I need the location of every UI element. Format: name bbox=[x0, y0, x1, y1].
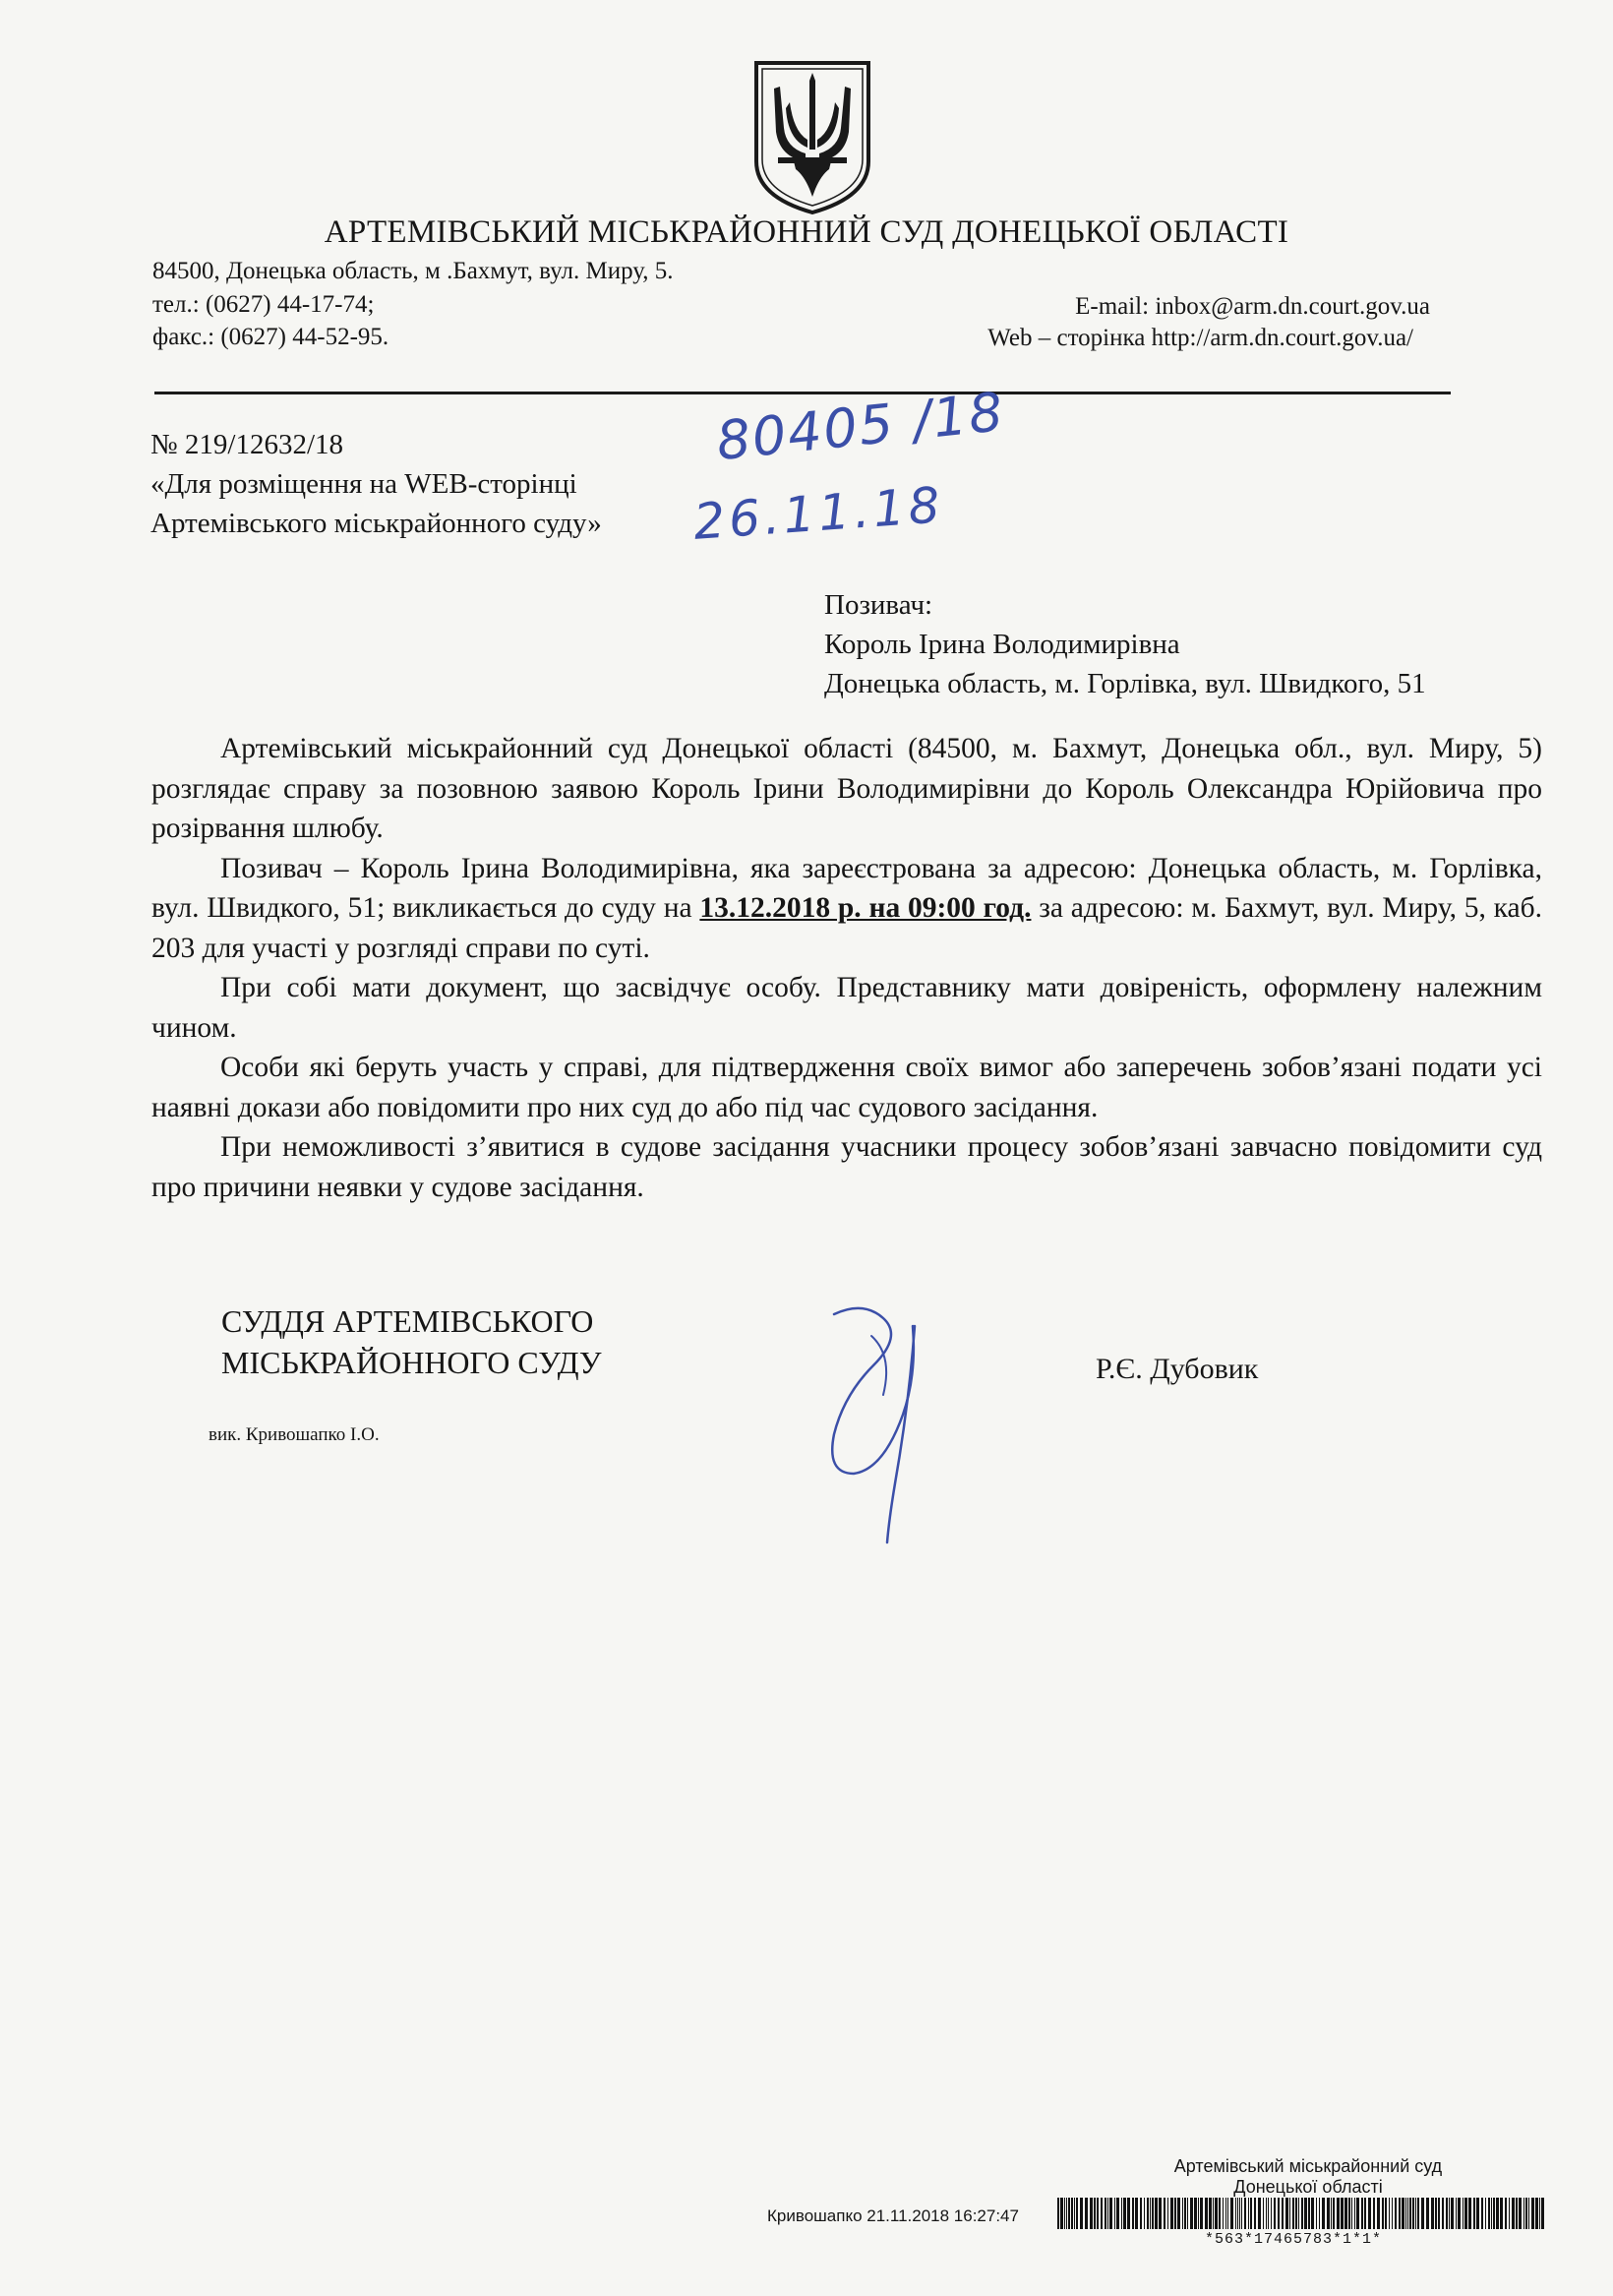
court-email: E-mail: inbox@arm.dn.court.gov.ua bbox=[1075, 293, 1430, 320]
plaintiff-label: Позивач: bbox=[824, 589, 933, 621]
header-divider bbox=[154, 392, 1451, 394]
paragraph-summons bbox=[151, 849, 1542, 969]
paragraph-evidence: Особи які беруть участь у справі, для підтвердження своїх вимог або заперечень зобов’язані подати усі наявні докази або повідомити про них суд до або під час судового засідання. bbox=[151, 1052, 1542, 1123]
summons-body bbox=[151, 729, 1542, 1207]
paragraph-absence: При неможливості з’явитися в судове засідання учасники процесу зобов’язані завчасно повідомити суд про причини неявки у судове засідання. bbox=[151, 1131, 1542, 1203]
summons-text-after: за адресою: м. Бахмут, вул. Миру, 5, каб. 203 для участі у розгляді справи по суті. bbox=[151, 892, 1542, 964]
judge-title bbox=[221, 1300, 602, 1383]
handwritten-signature-icon bbox=[814, 1297, 952, 1552]
handwritten-date: 26.11.18 bbox=[691, 476, 946, 551]
executor-name: вик. Кривошапко І.О. bbox=[209, 1424, 380, 1445]
handwritten-registration-number: 80405 /18 bbox=[713, 380, 1008, 473]
stamp-court-line2: Донецької області bbox=[1233, 2177, 1383, 2197]
paragraph-case-description: Артемівський міськрайонний суд Донецької області (84500, м. Бахмут, Донецька обл., вул. Миру, 5) розглядає справу за позовною заявою Король Ірини Володимирівни до Король Олександра Юрійовича про розірвання шлюбу. bbox=[151, 733, 1542, 844]
court-website: Web – сторінка http://arm.dn.court.gov.ua/ bbox=[987, 325, 1413, 351]
case-number: № 219/12632/18 bbox=[150, 429, 344, 460]
plaintiff-name: Король Ірина Володимирівна bbox=[824, 629, 1180, 660]
ukraine-trident-emblem-icon bbox=[750, 59, 874, 216]
summons-text-before: Позивач – Король Ірина Володимирівна, яка зареєстрована за адресою: Донецька область, м. Горлівка, вул. Швидкого, 51; викликається до суду на bbox=[151, 852, 1542, 924]
court-name: АРТЕМІВСЬКИЙ МІСЬКРАЙОННИЙ СУД ДОНЕЦЬКОЇ ОБЛАСТІ bbox=[324, 214, 1289, 250]
court-address: 84500, Донецька область, м .Бахмут, вул. Миру, 5. bbox=[152, 258, 674, 284]
paragraph-documents: При собі мати документ, що засвідчує особу. Представнику мати довіреність, оформлену належним чином. bbox=[151, 972, 1542, 1044]
court-phone: тел.: (0627) 44-17-74; bbox=[152, 291, 375, 318]
web-placement-note-line2: Артемівського міськрайонного суду» bbox=[150, 508, 602, 539]
court-fax: факс.: (0627) 44-52-95. bbox=[152, 324, 389, 350]
hearing-date-time: 13.12.2018 р. на 09:00 год. bbox=[699, 892, 1032, 924]
web-placement-note-line1: «Для розміщення на WEB-сторінці bbox=[150, 468, 577, 500]
judge-name: Р.Є. Дубовик bbox=[1096, 1353, 1259, 1385]
barcode-number: *563*17465783*1*1* bbox=[1205, 2231, 1383, 2248]
stamp-court-line1: Артемівський міськрайонний суд bbox=[1173, 2156, 1443, 2176]
stamp-executor-timestamp: Кривошапко 21.11.2018 16:27:47 bbox=[767, 2206, 1019, 2225]
plaintiff-address: Донецька область, м. Горлівка, вул. Швидкого, 51 bbox=[824, 668, 1426, 699]
judge-title-line2: МІСЬКРАЙОННОГО СУДУ bbox=[221, 1345, 602, 1380]
judge-title-line1: СУДДЯ АРТЕМІВСЬКОГО bbox=[221, 1303, 594, 1339]
